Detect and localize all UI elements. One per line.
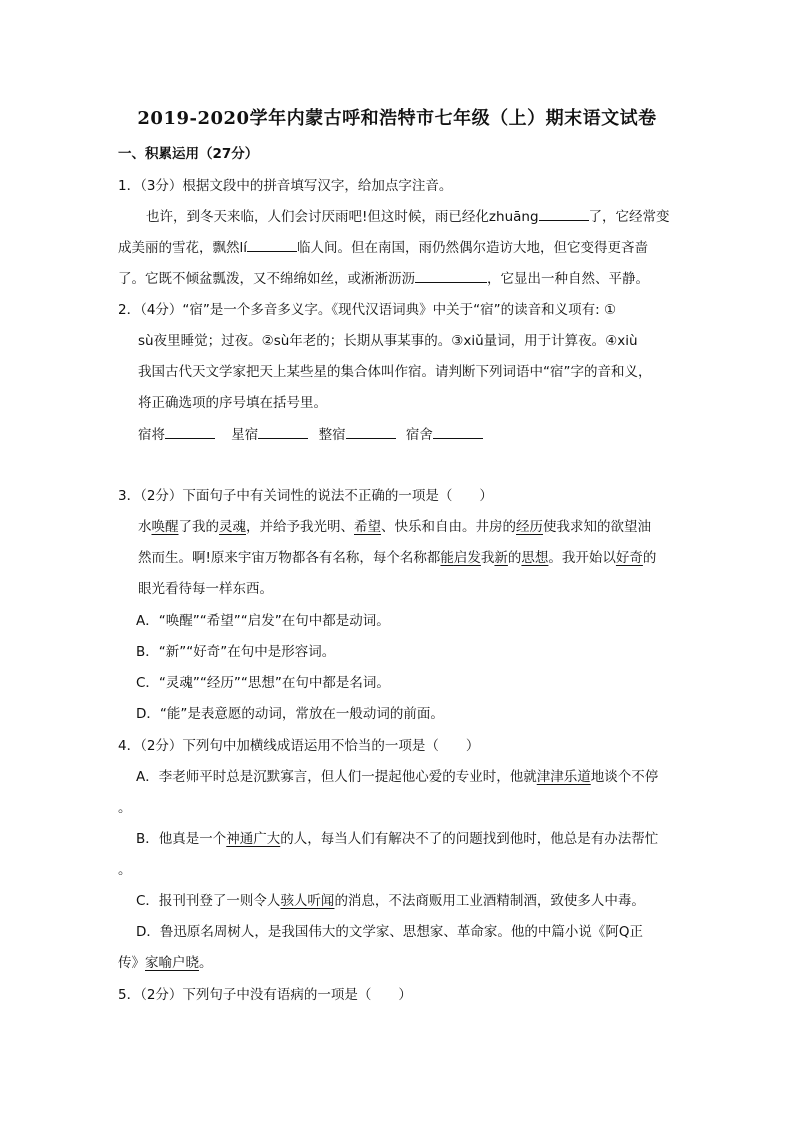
question-3-option-a[interactable]: A．“唤醒”“希望”“启发”在句中都是动词。 (136, 613, 390, 629)
answer-blank[interactable] (539, 206, 589, 221)
answer-blank[interactable] (415, 268, 487, 283)
question-4-option-a-end: 。 (118, 800, 132, 816)
question-2-words: 宿将 星宿 整宿 宿舍 (138, 424, 483, 445)
question-1-line-3: 了。它既不倾盆瓢泼，又不绵绵如丝，或淅淅沥沥 ，它显出一种自然、平静。 (118, 268, 649, 289)
pinyin-hint: zhuāng (488, 209, 539, 225)
pinyin-hint: lí (239, 240, 248, 256)
question-3-option-c[interactable]: C．“灵魂”“经历”“思想”在句中都是名词。 (136, 675, 390, 691)
question-3-option-b[interactable]: B．“新”“好奇”在句中是形容词。 (136, 644, 336, 660)
question-4-option-a[interactable]: A．李老师平时总是沉默寡言，但人们一提起他心爱的专业时，他就津津乐道地谈个不停 (136, 769, 659, 785)
question-2-stem: 2．（4分）“宿”是一个多音多义字。《现代汉语词典》中关于“宿”的读音和义项有: ① (118, 302, 617, 318)
answer-blank[interactable] (346, 424, 396, 439)
answer-blank[interactable] (247, 237, 297, 252)
question-4-stem: 4．（2分）下列句中加横线成语运用不恰当的一项是（ ） (118, 738, 480, 754)
answer-blank[interactable] (165, 424, 215, 439)
answer-blank[interactable] (433, 424, 483, 439)
question-2-line-2: sù夜里睡觉；过夜。②sù年老的；长期从事某事的。③xiǔ量词，用于计算夜。④xiù (138, 333, 638, 349)
question-4-option-b[interactable]: B．他真是一个神通广大的人，每当人们有解决不了的问题找到他时，他总是有办法帮忙 (136, 831, 659, 847)
question-3-option-d[interactable]: D．“能”是表意愿的动词，常放在一般动词的前面。 (136, 706, 444, 722)
question-3-stem: 3．（2分）下面句子中有关词性的说法不正确的一项是（ ） (118, 488, 493, 504)
question-3-passage-1: 水唤醒了我的灵魂，并给予我光明、希望、快乐和自由。井房的经历使我求知的欲望油 (138, 519, 651, 535)
question-3-passage-3: 眼光看待每一样东西。 (138, 581, 273, 597)
question-4-option-d[interactable]: D．鲁迅原名周树人，是我国伟大的文学家、思想家、革命家。他的中篇小说《阿Q正 (136, 924, 644, 940)
question-4-option-d-end: 传》家喻户晓。 (118, 955, 213, 971)
exam-title: 2019-2020学年内蒙古呼和浩特市七年级（上）期末语文试卷 (137, 108, 657, 129)
question-2-line-3: 我国古代天文学家把天上某些星的集合体叫作宿。请判断下列词语中“宿”字的音和义， (138, 364, 652, 380)
question-1-line-1: 也许，到冬天来临，人们会讨厌雨吧!但这时候，雨已经化zhuāng 了，它经常变 (146, 206, 670, 227)
question-5-stem: 5．（2分）下列句子中没有语病的一项是（ ） (118, 987, 412, 1003)
question-3-passage-2: 然而生。啊!原来宇宙万物都各有名称，每个名称都能启发我新的思想。我开始以好奇的 (138, 550, 657, 566)
question-2-line-4: 将正确选项的序号填在括号里。 (138, 395, 327, 411)
answer-blank[interactable] (258, 424, 308, 439)
question-4-option-b-end: 。 (118, 862, 132, 878)
section-heading: 一、积累运用（27分） (118, 146, 259, 162)
question-1-line-2: 成美丽的雪花，飘然lí 临人间。但在南国，雨仍然偶尔造访大地，但它变得更吝啬 (118, 237, 648, 258)
question-1-stem: 1．（3分）根据文段中的拼音填写汉字，给加点字注音。 (118, 178, 453, 194)
question-4-option-c[interactable]: C．报刊刊登了一则令人骇人听闻的消息，不法商贩用工业酒精制酒，致使多人中毒。 (136, 893, 645, 909)
